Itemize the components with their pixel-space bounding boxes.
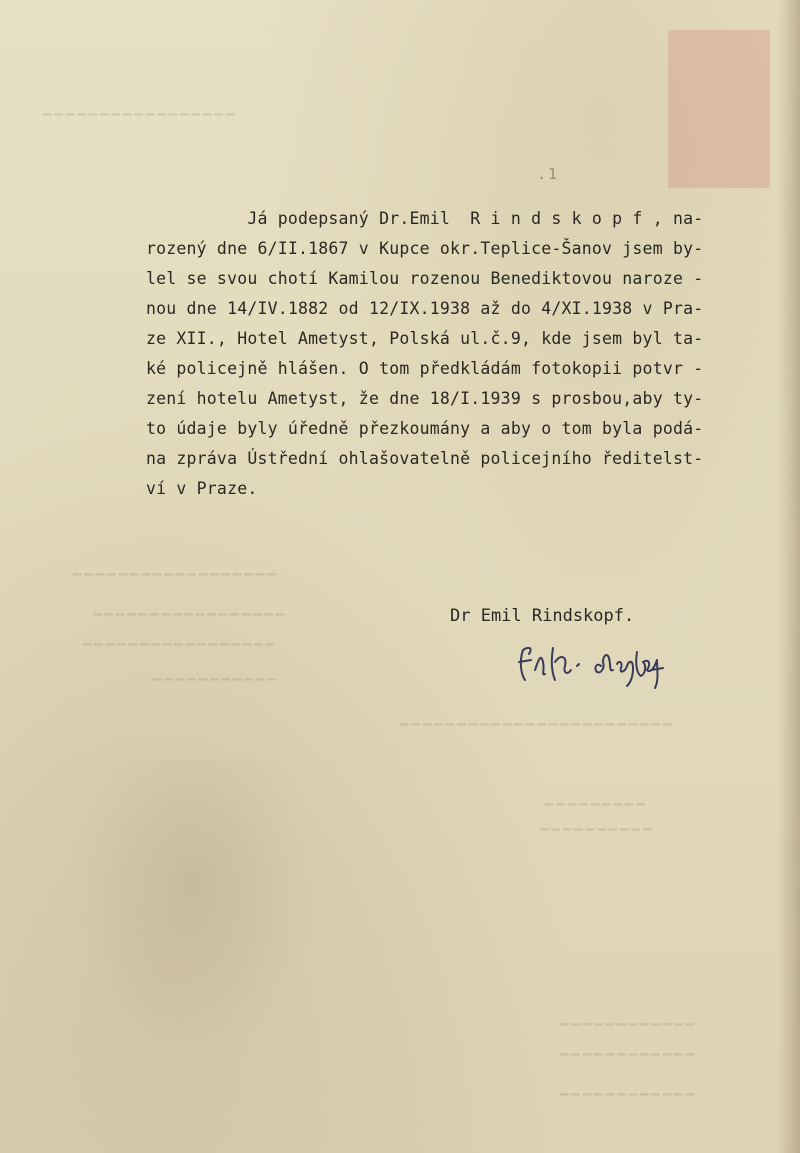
letter-line: to údaje byly úředně přezkoumány a aby o tom byla podá-: [146, 419, 704, 438]
letter-body: [146, 204, 756, 504]
bleed-through-text: ▁▁▁▁▁▁▁▁▁▁▁▁: [560, 1010, 698, 1026]
bleed-through-text: ▁▁▁▁▁▁▁▁▁▁▁▁: [560, 1080, 698, 1096]
bleed-through-text: ▁▁▁▁▁▁▁▁▁▁▁▁▁▁▁▁▁: [40, 100, 235, 116]
letter-line: ze XII., Hotel Ametyst, Polská ul.č.9, kde jsem byl ta-: [146, 329, 704, 348]
bleed-through-text: ▁▁▁▁▁▁▁▁▁▁▁: [150, 665, 276, 681]
letter-line: nou dne 14/IV.1882 od 12/IX.1938 až do 4/XI.1938 v Pra-: [146, 299, 704, 318]
bleed-through-text: ▁▁▁▁▁▁▁▁▁: [545, 790, 648, 806]
typed-signature: Dr Emil Rindskopf.: [450, 606, 635, 626]
paper-smudge: [70, 760, 320, 1060]
bleed-through-text: ▁▁▁▁▁▁▁▁▁▁▁▁▁▁▁▁▁: [90, 600, 285, 616]
page-edge-shadow: [778, 0, 800, 1153]
bleed-through-text: ▁▁▁▁▁▁▁▁▁▁▁▁▁▁▁▁▁▁: [70, 560, 276, 576]
letter-line: lel se svou chotí Kamilou rozenou Benediktovou naroze -: [146, 269, 704, 288]
letter-line: na zpráva Ústřední ohlašovatelně policejního ředitelst-: [146, 449, 704, 468]
bleed-through-text: ▁▁▁▁▁▁▁▁▁▁▁▁: [560, 1040, 698, 1056]
bleed-through-text: ▁▁▁▁▁▁▁▁▁▁▁▁▁▁▁▁▁: [80, 630, 275, 646]
bleed-through-text: ▁▁▁▁▁▁▁▁▁▁: [540, 815, 655, 831]
letter-line: Já podepsaný Dr.Emil R i n d s k o p f , na-: [146, 209, 704, 228]
page-mark: .1: [537, 165, 560, 183]
letter-line: ké policejně hlášen. O tom předkládám fotokopii potvr -: [146, 359, 704, 378]
letter-line: zení hotelu Ametyst, že dne 18/I.1939 s prosbou,aby ty-: [146, 389, 704, 408]
handwritten-signature: [515, 640, 675, 690]
faded-stamp: [668, 30, 770, 188]
bleed-through-text: ▁▁▁▁▁▁▁▁▁▁▁▁▁▁▁▁▁▁▁▁▁▁▁▁: [400, 710, 675, 726]
letter-line: ví v Praze.: [146, 479, 258, 498]
letter-line: rozený dne 6/II.1867 v Kupce okr.Teplice-Šanov jsem by-: [146, 239, 704, 258]
